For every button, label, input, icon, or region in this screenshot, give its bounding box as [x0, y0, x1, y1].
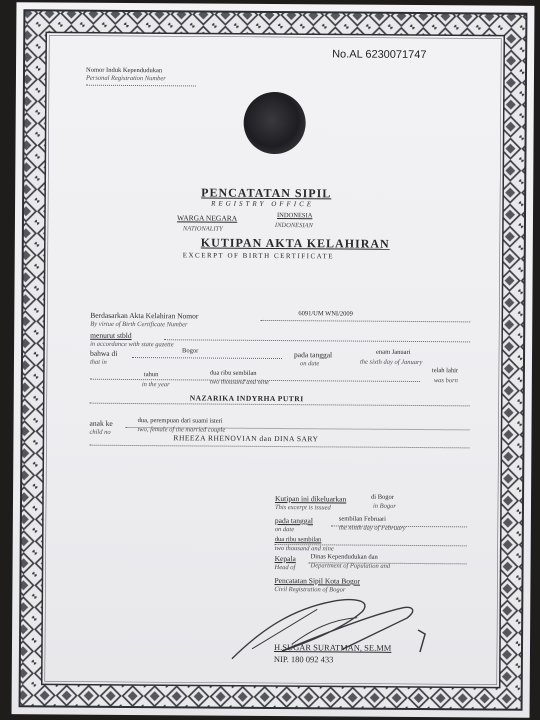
head-label-en: Head of	[274, 564, 296, 572]
document-number: No.AL 6230071747	[332, 48, 427, 62]
issued-date-label-en: on date	[274, 526, 295, 534]
citizenship-label: WARGA NEGARA	[176, 213, 238, 223]
issued-year-en: two thousand and nine	[274, 545, 334, 553]
child-name: NAZARIKA INDYRHA PUTRI	[189, 393, 304, 404]
official-nip: NIP. 180 092 433	[273, 654, 334, 665]
citizenship-label-en: NATIONALITY	[182, 225, 223, 233]
year-label-en: in the year	[141, 381, 170, 389]
rule-label: menurut stbld	[90, 330, 132, 341]
place-label-en: that in	[89, 358, 107, 366]
year-label: tahun	[143, 371, 159, 379]
department-name: Dinas Kependudukan dan	[310, 553, 378, 561]
official-seal-stamp	[243, 92, 305, 154]
office-title: PENCATATAN SIPIL	[201, 185, 332, 201]
parents-names: RHEEZA RHENOVIAN dan DINA SARY	[173, 433, 319, 444]
issued-date-label: pada tanggal	[274, 516, 314, 526]
issued-label: Kutipan ini dikeluarkan	[275, 494, 347, 504]
basis-value: 6091/UM WNI/2009	[298, 310, 353, 318]
citizenship-value-en: INDONESIAN	[274, 222, 313, 230]
born-label: telah lahir	[431, 367, 459, 375]
issued-place: di Bogor	[371, 493, 395, 501]
rule-label-en: in accordance with state gazette	[90, 340, 174, 349]
head-label: Kepala	[274, 554, 296, 564]
year-value: dua ribu sembilan	[209, 369, 257, 377]
issued-date-value-en: the ninth day of February	[338, 524, 406, 532]
date-label-en: on date	[299, 360, 320, 368]
department-name-en: Department of Population and	[310, 562, 391, 570]
born-label-en: was born	[433, 377, 458, 385]
child-value: dua, perempuan dari suami isteri	[137, 417, 223, 425]
place-value: Bogor	[182, 347, 199, 355]
certificate-paper	[12, 2, 535, 718]
document-type-title: KUTIPAN AKTA KELAHIRAN	[200, 235, 390, 251]
document-type-title-en: EXCERPT OF BIRTH CERTIFICATE	[182, 251, 335, 261]
issued-date-value: sembilan Februari	[338, 515, 387, 523]
date-label: pada tanggal	[294, 350, 333, 360]
citizenship-value: INDONESIA	[276, 212, 313, 220]
office-city-en: Civil Registration of Bogor	[274, 586, 346, 594]
office-city: Pencatatan Sipil Kota Bogor	[274, 576, 361, 586]
year-value-en: two thousand and nine	[209, 378, 269, 386]
place-label: bahwa di	[90, 348, 118, 358]
nik-label: Nomor Induk Kependudukan	[85, 66, 163, 75]
child-value-en: two, female of the married couple	[137, 426, 226, 434]
date-value: enam Januari	[376, 348, 411, 356]
issued-place-en: in Bogor	[372, 502, 396, 510]
basis-label: Berdasarkan Akta Kelahiran Nomor	[90, 310, 199, 321]
child-label: anak ke	[89, 418, 113, 428]
date-value-en: the sixth day of January	[359, 358, 423, 367]
issued-label-en: This excerpt is issued	[274, 504, 331, 512]
office-title-en: REGISTRY OFFICE	[211, 199, 315, 209]
nik-label-en: Personal Registration Number	[85, 74, 166, 83]
basis-label-en: By virtue of Birth Certificate Number	[90, 320, 188, 329]
official-name: H.SUGAR SURATMAN, SE.MM	[273, 642, 392, 653]
child-label-en: child no	[89, 428, 111, 436]
issued-year: dua ribu sembilan	[274, 536, 322, 544]
